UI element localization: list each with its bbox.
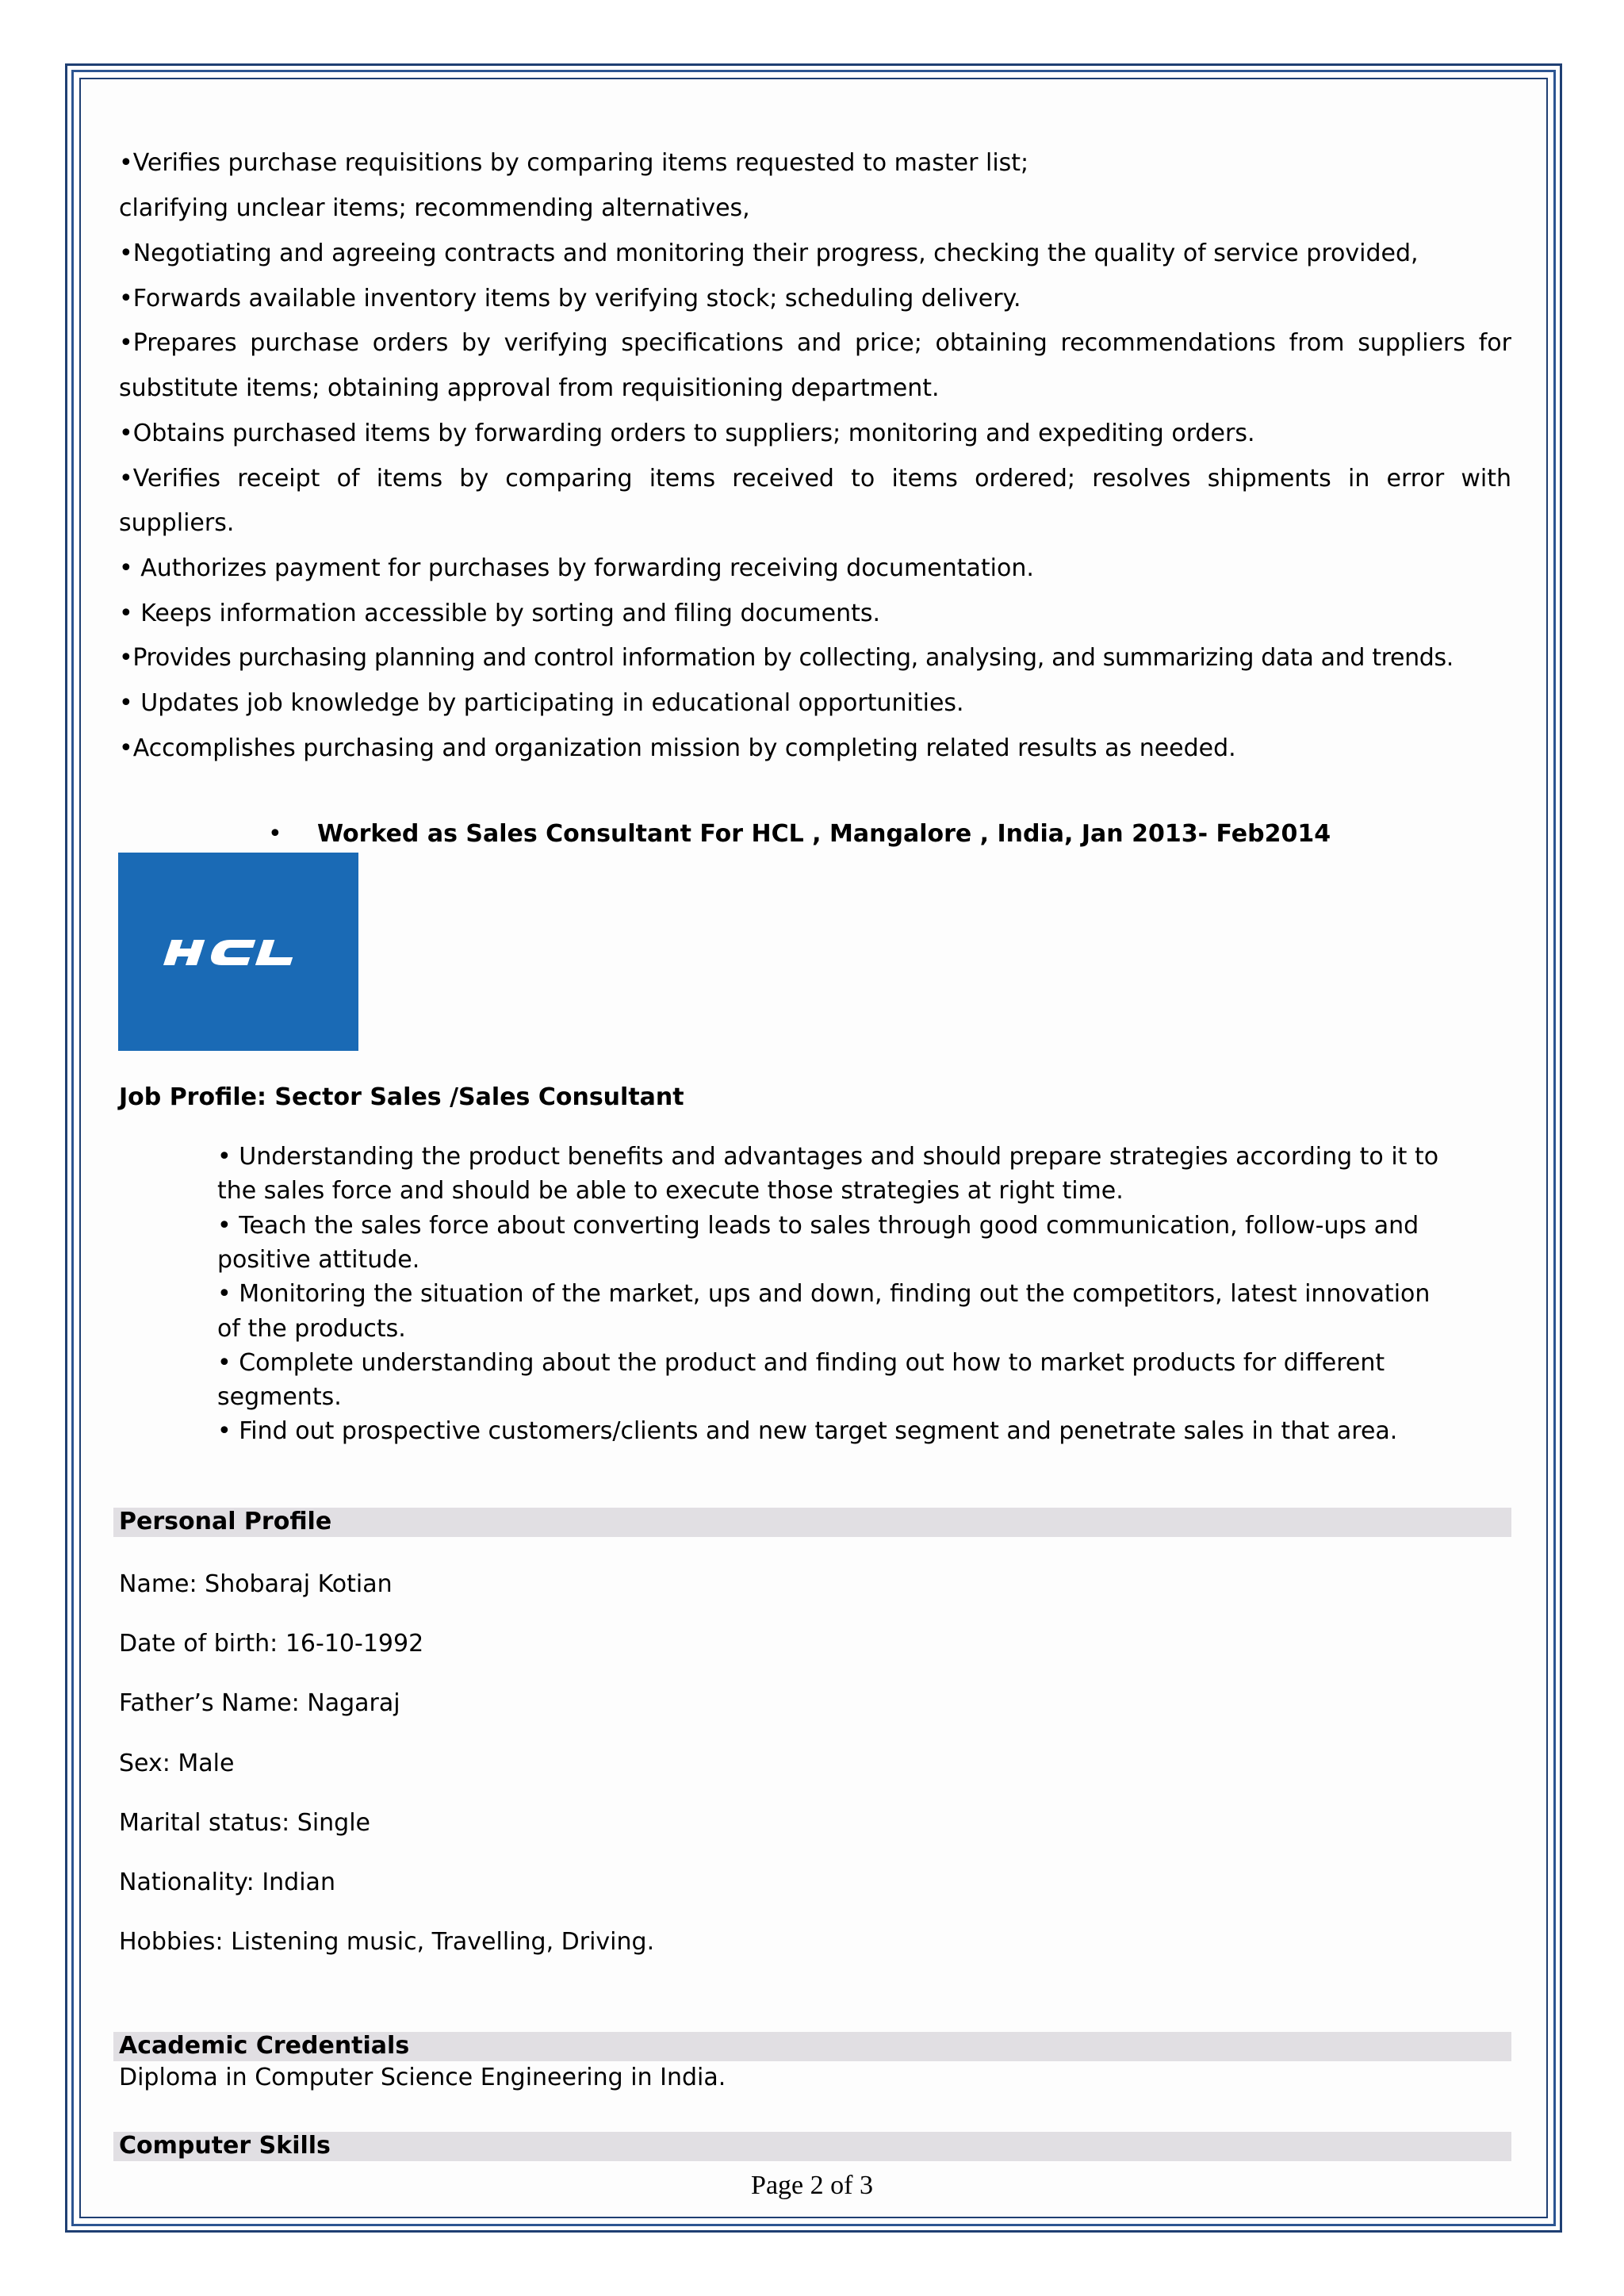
duty-line: •Verifies purchase requisitions by comparing items requested to master list;	[119, 149, 1029, 177]
section-title: Computer Skills	[119, 2132, 331, 2160]
duty-line: •Forwards available inventory items by verifying stock; scheduling delivery.	[119, 285, 1021, 312]
academic-text: Diploma in Computer Science Engineering in India.	[119, 2064, 726, 2091]
duty-line: • Keeps information accessible by sorting and filing documents.	[119, 600, 881, 627]
hcl-logo-wordmark	[159, 938, 318, 967]
personal-item: Nationality: Indian	[119, 1869, 335, 1896]
duty-line: •Accomplishes purchasing and organization mission by completing related results as needed.	[119, 734, 1236, 762]
duty-line: substitute items; obtaining approval from requisitioning department.	[119, 374, 940, 402]
responsibility-line: positive attitude.	[217, 1246, 420, 1274]
section-title: Academic Credentials	[119, 2032, 410, 2060]
job-profile-heading: Job Profile: Sector Sales /Sales Consultant	[119, 1083, 684, 1111]
responsibility-line: segments.	[217, 1383, 342, 1411]
duty-line: •Prepares purchase orders by verifying specifications and price; obtaining recommendations from suppliers for	[119, 329, 1511, 357]
personal-item: Sex: Male	[119, 1750, 235, 1777]
duty-line: •Negotiating and agreeing contracts and monitoring their progress, checking the quality of service provided,	[119, 240, 1419, 267]
duty-line: •Verifies receipt of items by comparing items received to items ordered; resolves shipments in error with	[119, 465, 1511, 493]
section-title: Personal Profile	[119, 1508, 332, 1535]
section-header-computer-skills	[113, 2132, 1511, 2161]
responsibility-line: • Monitoring the situation of the market, ups and down, finding out the competitors, latest innovation	[217, 1280, 1431, 1308]
responsibility-line: the sales force and should be able to execute those strategies at right time.	[217, 1177, 1124, 1205]
personal-item: Marital status: Single	[119, 1809, 371, 1837]
personal-item: Date of birth: 16-10-1992	[119, 1630, 424, 1658]
section-header-personal	[113, 1508, 1511, 1537]
responsibility-line: • Find out prospective customers/clients and new target segment and penetrate sales in that area.	[217, 1417, 1398, 1445]
responsibility-line: • Understanding the product benefits and advantages and should prepare strategies according to it to	[217, 1143, 1439, 1171]
page-number: Page 2 of 3	[751, 2171, 873, 2200]
experience-title: Worked as Sales Consultant For HCL , Mangalore , India, Jan 2013- Feb2014	[317, 820, 1331, 848]
duty-line: suppliers.	[119, 509, 235, 537]
duty-line: • Authorizes payment for purchases by forwarding receiving documentation.	[119, 554, 1034, 582]
duty-line: clarifying unclear items; recommending alternatives,	[119, 194, 750, 222]
personal-item: Hobbies: Listening music, Travelling, Driving.	[119, 1928, 655, 1956]
responsibility-line: • Complete understanding about the product and finding out how to market products for different	[217, 1349, 1385, 1377]
personal-item: Father’s Name: Nagaraj	[119, 1689, 400, 1717]
experience-bullet: •	[268, 820, 282, 848]
personal-item: Name: Shobaraj Kotian	[119, 1570, 393, 1598]
responsibility-line: of the products.	[217, 1315, 406, 1343]
section-header-academic	[113, 2032, 1511, 2061]
duty-line: •Provides purchasing planning and control information by collecting, analysing, and summarizing data and trends.	[119, 644, 1454, 672]
hcl-logo	[118, 853, 358, 1051]
responsibility-line: • Teach the sales force about converting leads to sales through good communication, follow-ups and	[217, 1212, 1419, 1240]
duty-line: •Obtains purchased items by forwarding orders to suppliers; monitoring and expediting orders.	[119, 420, 1255, 447]
duty-line: • Updates job knowledge by participating in educational opportunities.	[119, 689, 964, 717]
